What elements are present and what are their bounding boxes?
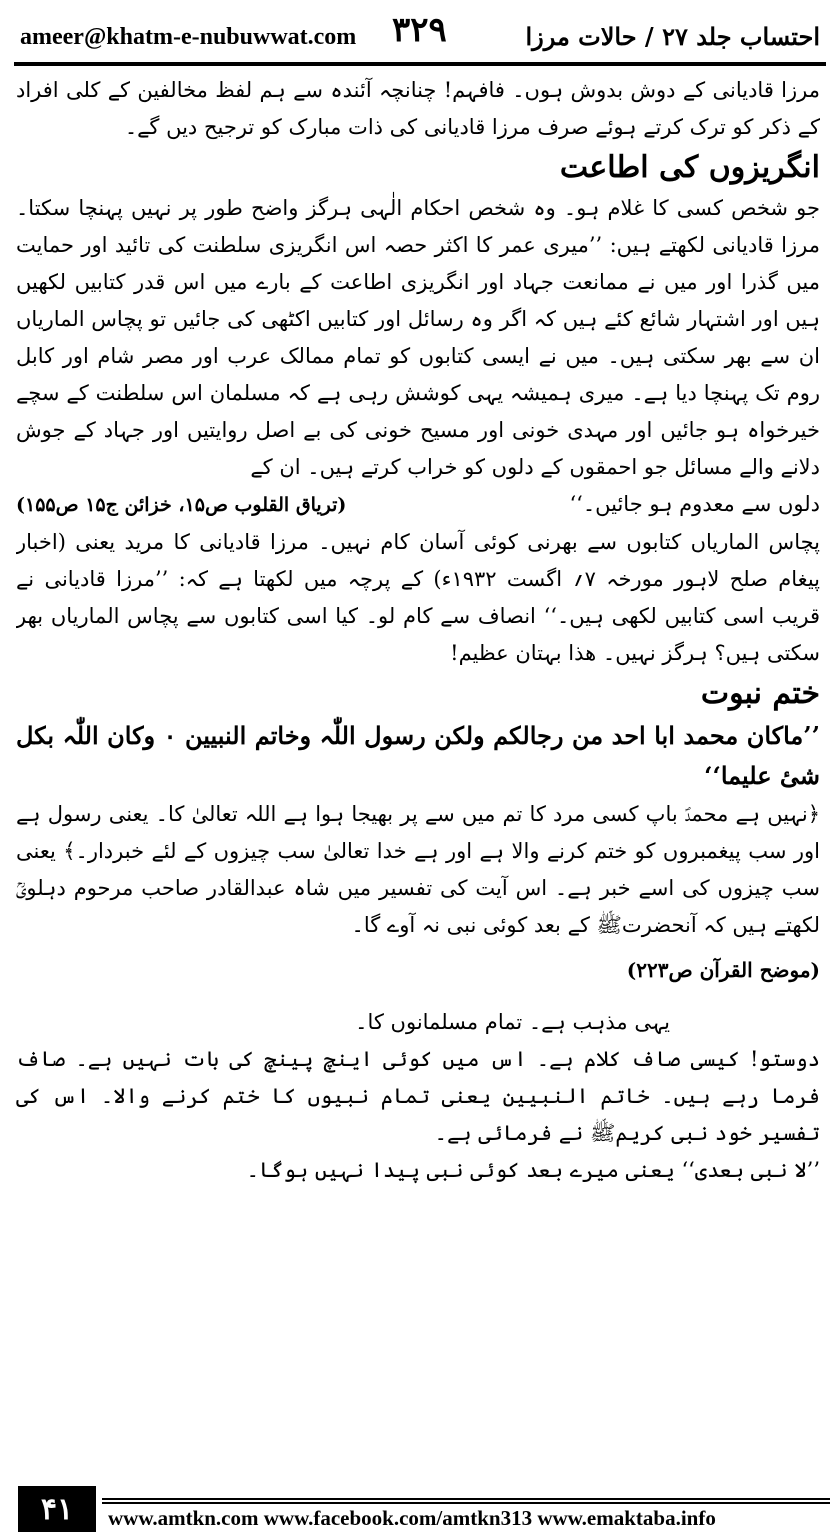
header-rule bbox=[14, 62, 826, 66]
paragraph-quote: جو شخص کسی کا غلام ہو۔ وہ شخص احکام الٰہی ہرگز واضح طور پر نہیں پہنچا سکتا۔ مرزا قادیانی لکھتے ہیں: ’’میری عمر کا اکثر حصہ اس انگریزی سلطنت کی تائید اور حمایت میں گذرا اور میں نے ممانعت جہاد اور انگریزی اطاعت کے بارے میں اس قدر کتابیں لکھیں ہیں اور اشتہار شائع کئے ہیں کہ اگر وہ رسائل اور کتابیں اکٹھی کی جائیں تو پچاس الماریاں ان سے بھر سکتی ہیں۔ میں نے ایسی کتابوں کو تمام ممالک عرب اور مصر شام اور کابل روم تک پہنچا دیا ہے۔ میری ہمیشہ یہی کوشش رہی ہے کہ مسلمان اس سلطنت کے سچے خیرخواہ ہو جائیں اور مہدی خونی اور مسیح خونی کی بے اصل روایتیں اور جہاد کے جوش دلانے والے مسائل جو احمقوں کے دلوں کو خراب کرتے ہیں۔ ان کے bbox=[16, 196, 820, 479]
paragraph-translation: ﴿نہیں ہے محمدؐ باپ کسی مرد کا تم میں سے پر بھیجا ہوا ہے اللہ تعالیٰ کا۔ یعنی رسول ہے اور سب پیغمبروں کو ختم کرنے والا ہے اور ہے خدا تعالیٰ سب چیزوں کے لئے خبردار۔﴾ یعنی سب چیزوں کی اسے خبر ہے۔ اس آیت کی تفسیر میں شاہ عبدالقادر صاحب مرحوم دہلویؒ لکھتے ہیں کہ آنحضرتﷺ کے بعد کوئی نبی نہ آوے گا۔ bbox=[16, 802, 820, 937]
heading-khatm-e-nubuwwat: ختم نبوت bbox=[700, 676, 820, 711]
paragraph-madhab: یہی مذہب ہے۔ تمام مسلمانوں کا۔ bbox=[355, 1010, 670, 1034]
page-content bbox=[16, 72, 820, 1462]
footer-rule bbox=[102, 1498, 830, 1500]
footer-links: www.amtkn.com www.facebook.com/amtkn313 www.emaktaba.info bbox=[108, 1506, 716, 1530]
heading-obedience: انگریزوں کی اطاعت bbox=[559, 150, 820, 185]
book-title: احتساب جلد ۲۷ / حالات مرزا bbox=[525, 22, 820, 51]
section-number-badge: ۴۱ bbox=[18, 1486, 96, 1532]
page-number: ۳۲۹ bbox=[392, 10, 447, 50]
header-email: ameer@khatm-e-nubuwwat.com bbox=[20, 24, 357, 50]
quote-end-text: دلوں سے معدوم ہو جائیں۔‘‘ bbox=[569, 492, 820, 516]
page-footer bbox=[10, 1484, 830, 1536]
paragraph-friends: دوستو! کیسی صاف کلام ہے۔ اس میں کوئی اینچ پینچ کی بات نہیں ہے۔ صاف فرما رہے ہیں۔ خاتم النبیین یعنی تمام نبیوں کا ختم کرنے والا۔ اس کی تفسیر خود نبی کریمﷺ نے فرمائی ہے۔ bbox=[16, 1047, 820, 1145]
quran-verse: ’’ماکان محمد ابا احد من رجالکم ولکن رسول اللّٰہ وخاتم النبیین ۰ وکان اللّٰہ بکل شیٔ علیما‘‘ bbox=[16, 721, 820, 790]
footer-rule-double bbox=[102, 1502, 830, 1504]
reference-tiryaq: (تریاق القلوب ص۱۵، خزائن ج۱۵ ص۱۵۵) bbox=[16, 494, 347, 516]
paragraph-fifty-cupboards: پچاس الماریاں کتابوں سے بھرنی کوئی آسان کام نہیں۔ مرزا قادیانی کا مرید یعنی (اخبار پیغام صلح لاہور مورخہ ۷؍ اگست ۱۹۳۲ء) کے پرچہ میں لکھتا ہے کہ: ’’مرزا قادیانی نے قریب اسی کتابیں لکھی ہیں۔‘‘ انصاف سے کام لو۔ کیا اسی کتابوں سے پچاس الماریاں بھر سکتی ہیں؟ ہرگز نہیں۔ ھذا بہتان عظیم! bbox=[16, 530, 820, 665]
quote-end-row bbox=[16, 486, 820, 524]
paragraph-hadith: ’’لا نبی بعدی‘‘ یعنی میرے بعد کوئی نبی پیدا نہیں ہوگا۔ bbox=[246, 1158, 820, 1182]
reference-muzih: (موضح القرآن ص۲۲۳) bbox=[626, 958, 820, 982]
paragraph-intro: مرزا قادیانی کے دوش بدوش ہوں۔ فافہم! چنانچہ آئندہ سے ہم لفظ مخالفین کے کلی افراد کے ذکر کو ترک کرتے ہوئے صرف مرزا قادیانی کی ذات مبارک کو ترجیح دیں گے۔ bbox=[16, 78, 820, 139]
page-header bbox=[14, 8, 826, 58]
